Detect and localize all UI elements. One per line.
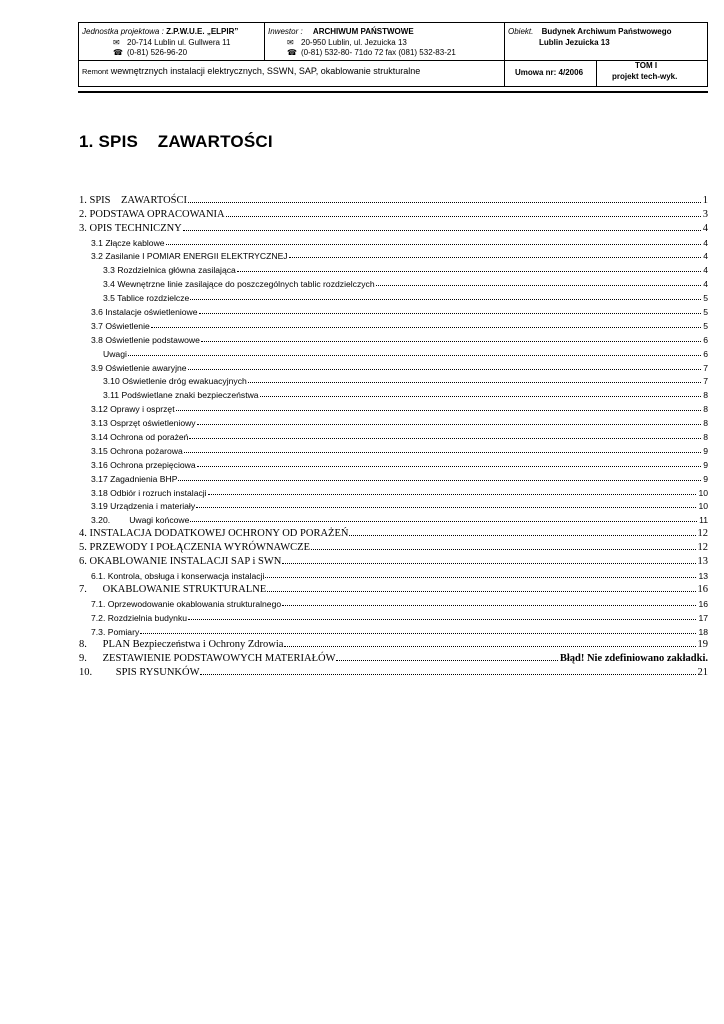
toc-leader-dots [178, 470, 701, 481]
toc-entry-label: 5. PRZEWODY I POŁĄCZENIA WYRÓWNAWCZE [79, 542, 311, 554]
project-cell [79, 60, 505, 86]
investor-address: 20-950 Lublin, ul. Jezuicka 13 [301, 38, 407, 47]
toc-entry-label: 1. SPIS ZAWARTOŚCI [79, 194, 188, 206]
tom-subtitle: projekt tech-wyk. [612, 72, 678, 81]
toc-entry-page: 4 [703, 265, 708, 276]
toc-entry-page: 4 [703, 237, 708, 248]
toc-entry-label: 3.20. Uwagi końcowe [91, 515, 190, 526]
toc-entry[interactable] [79, 317, 708, 331]
toc-entry[interactable] [79, 345, 708, 359]
toc-entry-page: 12 [697, 542, 708, 554]
project-description: wewnętrznych instalacji elektrycznych, SSWN, SAP, okablowanie strukturalne [110, 66, 421, 76]
designer-label: Jednostka projektowa : [82, 27, 164, 36]
toc-entry[interactable] [79, 637, 708, 651]
toc-entry-label: 7. OKABLOWANIE STRUKTURALNE [79, 583, 267, 595]
toc-entry-page: 9 [703, 445, 708, 456]
designer-cell [79, 23, 265, 60]
toc-leader-dots [376, 275, 702, 286]
toc-entry-page: 16 [698, 598, 708, 609]
toc-entry[interactable] [79, 261, 708, 275]
toc-entry-label: 6.1. Kontrola, obsługa i konserwacja instalacji [91, 570, 265, 581]
toc-entry-page: 9 [703, 473, 708, 484]
toc-leader-dots [197, 456, 702, 467]
toc-leader-dots [282, 595, 696, 606]
toc-entry[interactable] [79, 623, 708, 637]
toc-entry-label: 3.8 Oświetlenie podstawowe [91, 334, 200, 345]
toc-entry-page: 21 [697, 667, 708, 679]
investor-name: ARCHIWUM PAŃSTWOWE [312, 27, 414, 36]
toc-entry[interactable] [79, 248, 708, 262]
toc-entry-label: 4. INSTALACJA DODATKOWEJ OCHRONY OD PORAŻEŃ [79, 528, 349, 540]
toc-leader-dots [190, 511, 697, 522]
toc-entry[interactable] [79, 386, 708, 400]
toc-entry[interactable] [79, 400, 708, 414]
toc-entry-page: 5 [703, 307, 708, 318]
investor-phone: (0-81) 532-80- 71do 72 fax (081) 532-83-21 [301, 48, 456, 57]
toc-leader-dots [267, 581, 695, 592]
phone-icon: ☎ [287, 48, 297, 57]
toc-entry-page: 4 [703, 251, 708, 262]
toc-leader-dots [184, 442, 701, 453]
toc-entry-page: 19 [697, 639, 708, 651]
toc-entry-page: 7 [703, 376, 708, 387]
toc-entry-page: Błąd! Nie zdefiniowano zakładki. [559, 653, 708, 665]
toc-entry-page: 7 [703, 362, 708, 373]
toc-entry-page: 4 [702, 222, 708, 234]
toc-leader-dots [237, 261, 701, 272]
toc-leader-dots [183, 220, 701, 231]
toc-entry-label: 3.1 Złącze kablowe [91, 237, 165, 248]
toc-entry[interactable] [79, 470, 708, 484]
tom-cell [597, 60, 708, 86]
toc-leader-dots [200, 664, 695, 675]
document-header [78, 22, 708, 87]
designer-address: 20-714 Lublin ul. Gullwera 11 [127, 38, 231, 47]
toc-entry-label: 3.6 Instalacje oświetleniowe [91, 307, 198, 318]
toc-leader-dots [201, 331, 701, 342]
toc-leader-dots [190, 289, 701, 300]
toc-entry-label: 3.16 Ochrona przepięciowa [91, 459, 196, 470]
toc-entry-page: 16 [697, 583, 708, 595]
toc-entry-label: 3. OPIS TECHNICZNY [79, 222, 182, 234]
toc-entry[interactable] [79, 498, 708, 512]
toc-entry[interactable] [79, 206, 708, 220]
toc-entry[interactable] [79, 442, 708, 456]
toc-entry-page: 10 [698, 487, 708, 498]
toc-entry[interactable] [79, 192, 708, 206]
object-cell [505, 23, 708, 60]
toc-leader-dots [284, 636, 695, 647]
toc-entry[interactable] [79, 234, 708, 248]
table-of-contents [79, 192, 708, 678]
toc-entry-label: 3.11 Podświetlane znaki bezpieczeństwa [103, 390, 259, 401]
toc-entry-label: 3.10 Oświetlenie dróg ewakuacyjnych [103, 376, 247, 387]
toc-leader-dots [188, 192, 701, 203]
toc-entry[interactable] [79, 553, 708, 567]
toc-entry-page: 11 [699, 515, 708, 526]
toc-leader-dots [196, 497, 696, 508]
toc-entry-label: 3.13 Osprzęt oświetleniowy [91, 418, 196, 429]
toc-entry-page: 6 [703, 348, 708, 359]
toc-leader-dots [189, 428, 701, 439]
toc-leader-dots [226, 206, 701, 217]
toc-entry[interactable] [79, 484, 708, 498]
toc-entry[interactable] [79, 581, 708, 595]
toc-entry-label: 3.18 Odbiór i rozruch instalacji [91, 487, 207, 498]
toc-entry-page: 8 [703, 418, 708, 429]
contract-number: Umowa nr: 4/2006 [515, 68, 584, 77]
toc-leader-dots [265, 567, 696, 578]
designer-phone: (0-81) 526-96-20 [127, 48, 188, 57]
toc-entry[interactable] [79, 650, 708, 664]
toc-entry[interactable] [79, 373, 708, 387]
page-title: 1. SPIS ZAWARTOŚCI [79, 132, 273, 151]
toc-entry-label: 7.2. Rozdzielnia budynku [91, 612, 188, 623]
toc-leader-dots [176, 400, 702, 411]
toc-entry-page: 5 [703, 293, 708, 304]
object-label: Obiekt. [508, 27, 534, 36]
toc-leader-dots [197, 414, 702, 425]
toc-entry-page: 8 [703, 432, 708, 443]
tom-label: TOM I [635, 61, 658, 70]
toc-entry-page: 13 [698, 570, 708, 581]
toc-leader-dots [289, 247, 702, 258]
toc-leader-dots [199, 303, 702, 314]
toc-entry-label: 3.5 Tablice rozdzielcze [103, 293, 190, 304]
toc-entry[interactable] [79, 303, 708, 317]
toc-leader-dots [208, 484, 697, 495]
toc-entry[interactable] [79, 220, 708, 234]
header-row-parties [79, 23, 707, 61]
toc-entry-page: 10 [698, 501, 708, 512]
toc-entry-label: 7.1. Oprzewodowanie okablowania strukturalnego [91, 598, 282, 609]
designer-name: Z.P.W.U.E. „ELPIR” [166, 27, 239, 36]
toc-leader-dots [151, 317, 701, 328]
toc-entry-label: 10. SPIS RYSUNKÓW [79, 667, 200, 679]
toc-entry-label: 3.14 Ochrona od porażeń [91, 432, 189, 443]
toc-entry[interactable] [79, 428, 708, 442]
investor-cell [265, 23, 505, 60]
toc-entry[interactable] [79, 331, 708, 345]
toc-entry-label: 2. PODSTAWA OPRACOWANIA [79, 208, 225, 220]
toc-entry-page: 18 [698, 626, 708, 637]
toc-entry-label: 7.3. Pomiary [91, 626, 140, 637]
header-row-project [79, 60, 707, 86]
toc-entry-page: 9 [703, 459, 708, 470]
toc-entry[interactable] [79, 359, 708, 373]
toc-leader-dots [311, 539, 695, 550]
envelope-icon: ✉ [113, 38, 120, 47]
toc-leader-dots [166, 234, 702, 245]
toc-leader-dots [188, 609, 696, 620]
envelope-icon: ✉ [287, 38, 294, 47]
toc-entry[interactable] [79, 595, 708, 609]
toc-entry[interactable] [79, 289, 708, 303]
toc-entry[interactable] [79, 414, 708, 428]
toc-entry[interactable] [79, 511, 708, 525]
toc-entry-page: 8 [703, 404, 708, 415]
toc-entry-label: 3.2 Zasilanie I POMIAR ENERGII ELEKTRYCZNEJ [91, 251, 288, 262]
toc-entry-page: 4 [703, 279, 708, 290]
investor-label: Inwestor : [268, 27, 303, 36]
toc-leader-dots [349, 525, 695, 536]
object-name: Budynek Archiwum Państwowego [541, 27, 672, 36]
toc-entry-page: 5 [703, 320, 708, 331]
toc-entry-label: 3.19 Urządzenia i materiały [91, 501, 196, 512]
contract-cell [505, 60, 597, 86]
toc-entry-label: 9. ZESTAWIENIE PODSTAWOWYCH MATERIAŁÓW [79, 653, 336, 665]
toc-entry-label: 3.12 Oprawy i osprzęt [91, 404, 175, 415]
toc-leader-dots [260, 386, 702, 397]
toc-entry[interactable] [79, 567, 708, 581]
toc-entry-label: Uwagi [103, 348, 127, 359]
toc-entry-page: 6 [703, 334, 708, 345]
phone-icon: ☎ [113, 48, 123, 57]
toc-entry-label: 6. OKABLOWANIE INSTALACJI SAP i SWN [79, 556, 282, 568]
header-divider [78, 91, 708, 93]
toc-entry-page: 8 [703, 390, 708, 401]
toc-entry-page: 17 [698, 612, 708, 623]
toc-leader-dots [140, 623, 696, 634]
toc-entry-page: 3 [702, 208, 708, 220]
toc-entry[interactable] [79, 525, 708, 539]
project-prefix: Remont [82, 67, 109, 76]
toc-entry-label: 3.4 Wewnętrzne linie zasilające do poszczególnych tablic rozdzielczych [103, 279, 375, 290]
toc-entry-label: 3.15 Ochrona pożarowa [91, 445, 183, 456]
toc-entry-label: 3.9 Oświetlenie awaryjne [91, 362, 187, 373]
toc-entry-label: 3.7 Oświetlenie [91, 320, 150, 331]
toc-entry[interactable] [79, 664, 708, 678]
toc-entry[interactable] [79, 609, 708, 623]
toc-leader-dots [128, 345, 701, 356]
toc-leader-dots [282, 553, 695, 564]
toc-leader-dots [248, 372, 701, 383]
toc-entry-label: 3.3 Rozdzielnica główna zasilająca [103, 265, 236, 276]
toc-entry-label: 8. PLAN Bezpieczeństwa i Ochrony Zdrowia [79, 639, 284, 651]
toc-leader-dots [188, 359, 702, 370]
toc-entry-label: 3.17 Zagadnienia BHP [91, 473, 178, 484]
toc-entry-page: 13 [697, 556, 708, 568]
toc-entry[interactable] [79, 539, 708, 553]
toc-entry-page: 1 [702, 194, 708, 206]
toc-entry[interactable] [79, 275, 708, 289]
object-address: Lublin Jezuicka 13 [539, 38, 610, 47]
toc-entry-page: 12 [697, 528, 708, 540]
toc-leader-dots [336, 650, 557, 661]
toc-entry[interactable] [79, 456, 708, 470]
